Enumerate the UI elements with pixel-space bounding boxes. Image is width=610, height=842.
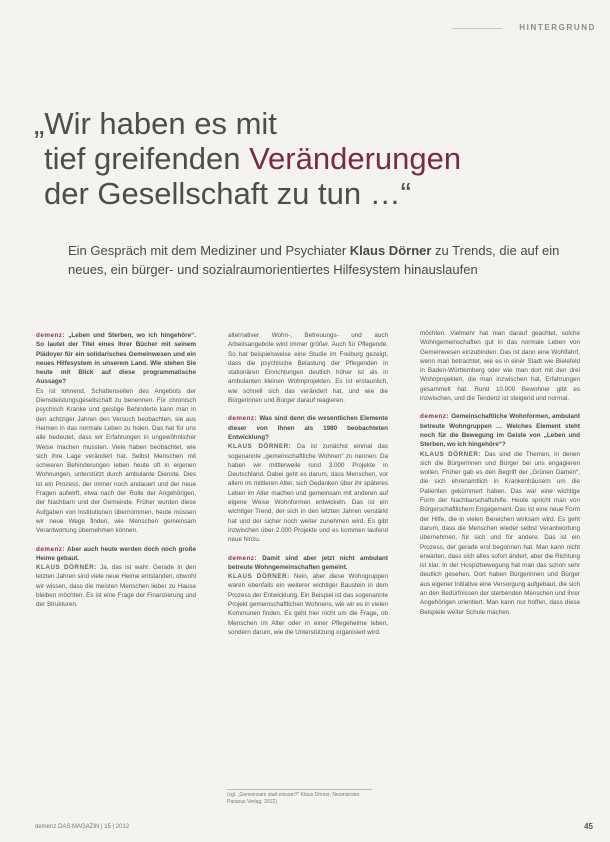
footnote-rule: [227, 789, 372, 790]
question-text: „Leben und Sterben, wo ich hingehöre“. So lautet der Titel eines Ihrer Bücher mit seinem Plädoyer für ein solidarisches Gemeinwesen und ein neues Hilfesystem in unserem Land. Wie stehen Sie heute mit Blick auf diese programmatische Aussage?: [36, 332, 196, 386]
answer: [420, 450, 580, 617]
magazine-footer: demenz DAS MAGAZIN | 15 | 2012: [35, 824, 130, 830]
question-text: Damit sind aber jetzt nicht ambulant betreute Wohngemeinschaften gemeint.: [228, 554, 388, 571]
column-3: [420, 329, 580, 617]
answer: [36, 563, 196, 609]
page-number: 45: [584, 822, 593, 831]
question: [420, 412, 580, 449]
speaker-label: KLAUS DÖRNER:: [36, 564, 97, 572]
question: [228, 554, 388, 573]
answer: alternativer Wohn-, Betreuungs- und auch Arbeitsangebote wird immer größer. Auch für Pflegende. So hat beispielsweise eine Studie im Freiburg gezeigt, dass die psychische Belastung der Pflegenden in stationären Einrichtungen deutlich höher ist als in ambulanten kleinen Wohnprojekten. Es ist erstaunlich, wie schnell sich das verändert hat, und wie die Bürgerinnen und Bürger darauf reagieren.: [228, 332, 388, 405]
speaker-label: KLAUS DÖRNER:: [228, 443, 292, 451]
question: [228, 414, 388, 442]
answer-text: Ja, das ist wahr. Gerade in den letzten Jahren sind viele neue Heime entstanden, obwohl wir wissen, dass die meisten Menschen lieber zu Hause bleiben möchten. Es ist eine Frage der Finanzierung und der Strukturen.: [36, 564, 196, 609]
answer-text: Nein, aber diese Wohngruppen waren ebenfalls ein weiterer wichtiger Baustein in dem Prozess der Entwicklung. Ein Beispiel ist das sogenannte Projekt gemeinschaftlichen Wohnens, wie wir es in vielen Kommunen finden. Es geht hier nicht um die Frage, ob Menschen im Alter oder in einer Pflegeheime leben, sondern darum, wie die Unterstützung organisiert wird.: [228, 573, 388, 636]
speaker-label: KLAUS DÖRNER:: [420, 450, 482, 458]
headline-line-1: „Wir haben es mit: [34, 106, 277, 141]
answer: Es ist lohnend, Schattenseiten des Angebots der Dienstleistungsgesellschaft zu benennen. Für chronisch psychisch Kranke und geistige Behinderte kann man in den achtziger Jahren den Versuch beobachten, sie aus Heimen in das normale Leben zu holen. Das hat für uns alle bedeutet, dass wir Erfahrungen in ungewöhnlicher Weise machen mussten. Viele haben beobachtet, wie sich ihre Lage verändert hat. Selbst Menschen mit schweren Behinderungen leben heute oft in eigenen Wohnungen, unterstützt durch ambulante Dienste. Dies ist ein Prozess, der immer noch andauert und der neue Fragen aufwirft, etwa nach der Rolle der Angehörigen, der Nachbarn und der Gemeinde. Früher wurden diese Aufgaben von Institutionen übernommen, heute müssen wir neue Wege finden, wie Menschen gemeinsam Verantwortung übernehmen können.: [36, 387, 196, 535]
footnote: (vgl. „Gemeinsam statt einsam?“ Klaus Dörner, Neumünster, Paranus Verlag, 2012): [227, 792, 361, 805]
headline-line-2: [34, 141, 594, 176]
speaker-label: demenz:: [228, 554, 258, 562]
question: [36, 331, 196, 387]
speaker-label: KLAUS DÖRNER:: [228, 573, 290, 581]
section-rule: [452, 28, 502, 29]
answer-text: Das sind die Themen, in denen sich die Bürgerinnen und Bürger bei uns engagieren wollen. Früher gab es den Begriff der „Grünen Damen“, die sich ehrenamtlich in Krankenhäusern um die Patienten gekümmert haben. Das war eine wichtige Form der Nachbarschaftshilfe. Heute spricht man von Bürgerschaftlichem Engagement. Das ist eine neue Form der Hilfe, die in vielen Bereichen wirksam wird. Es geht darum, dass die Menschen wieder selbst Verantwortung übernehmen, für sich und für andere. Das ist ein Prozess, der gerade erst begonnen hat. Man kann nicht erwarten, dass sich alles sofort ändert, aber die Richtung ist klar. In der Hospizbewegung hat man das schon sehr deutlich gesehen. Dort haben Bürgerinnen und Bürger aus eigener Initiative eine Versorgung aufgebaut, die sich an den Bedürfnissen der sterbenden Menschen und ihrer Angehörigen orientiert. Man kann nur hoffen, dass diese Beispiele weiter Schule machen.: [420, 450, 581, 616]
lead-text-2: zu Trends, die auf ein neues, ein bürger- und sozialraumorientiertes Hilfesystem hinauslaufen: [68, 243, 560, 277]
question-text: Gemeinschaftliche Wohnformen, ambulant betreute Wohngruppen … Welches Element steht noch für die Bewegung im Geiste von „Leben und Sterben, wo ich hingehöre“?: [420, 413, 580, 449]
speaker-label: demenz:: [36, 545, 66, 553]
headline-accent-word: Veränderungen: [249, 141, 462, 176]
question-text: Aber auch heute werden doch noch große Heime gebaut.: [36, 545, 196, 562]
headline-line-2-text: tief greifenden: [44, 141, 250, 176]
lead-paragraph: [68, 241, 588, 279]
answer-text: Da ist zunächst einmal das sogenannte „gemeinschaftliche Wohnen“ zu nennen. Da haben wir mittlerweile rund 3.000 Projekte in Deutschland. Dabei geht es darum, dass Menschen, vor allem im mittleren Alter, sich Gedanken über ihr späteres Leben im Alter machen und gemeinsam mit anderen auf eigene Weise Wohnformen entwickeln. Das ist ein wichtiger Trend, der sich in den letzten Jahren verstärkt hat und der sicher noch weiter zunehmen wird. Es gibt inzwischen über 2.000 Projekte und es kommen laufend neue hinzu.: [228, 443, 389, 544]
lead-text-1: Ein Gespräch mit dem Mediziner und Psychiater: [68, 243, 350, 258]
column-2: [228, 331, 388, 637]
column-1: [36, 331, 196, 610]
speaker-label: demenz:: [228, 415, 258, 423]
answer: [228, 572, 388, 637]
answer: möchten. Vielmehr hat man darauf geachtet, solche Wohngemeinschaften gut in das normale Leben von Gemeinwesen einzubinden. Das ist dann eine Wohlfahrt, wenn man betrachtet, wie es in einer Stadt wie Bielefeld in Baden-Württemberg oder wie man dort mit den drei Wohnprojekten, die man inzwischen hat, Erfahrungen gesammelt hat. Rund 10.000 Bewohner gibt es inzwischen, und die Tendenz ist steigend und normal.: [420, 330, 580, 403]
speaker-label: demenz:: [36, 332, 66, 339]
section-label: HINTERGRUND: [519, 23, 596, 32]
headline: [34, 106, 594, 211]
answer: [228, 442, 388, 544]
question: [36, 545, 196, 564]
headline-line-3: der Gesellschaft zu tun …“: [44, 176, 411, 211]
lead-name: Klaus Dörner: [349, 243, 432, 258]
question-text: Was sind denn die wesentlichen Elemente dieser von Ihnen als 1980 beobachteten Entwicklung?: [228, 415, 388, 441]
speaker-label: demenz:: [420, 413, 450, 421]
